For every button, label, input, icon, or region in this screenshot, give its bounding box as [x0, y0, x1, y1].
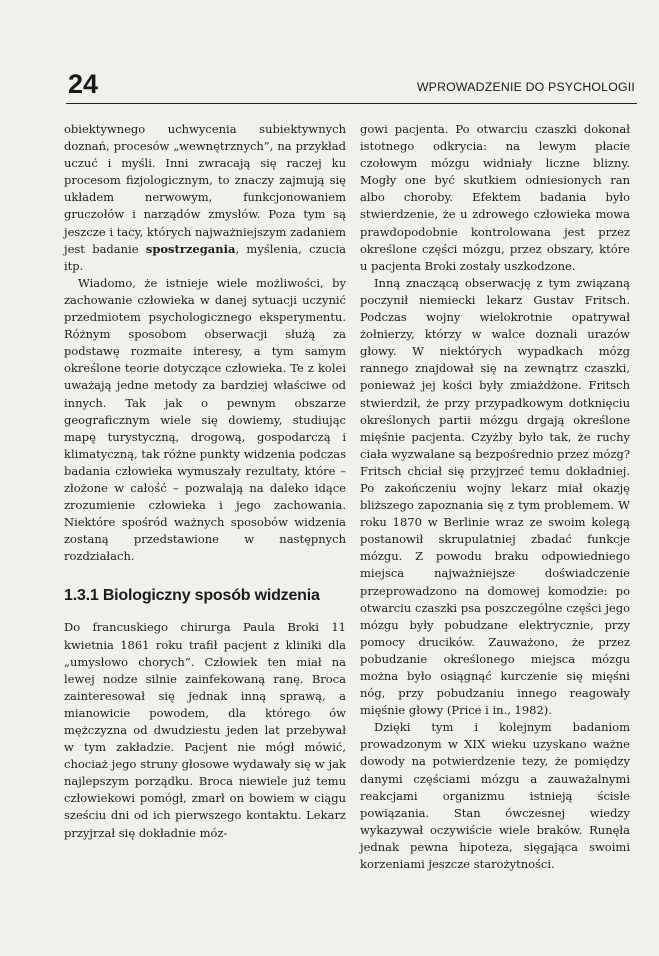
paragraph-continuation	[64, 121, 346, 275]
paragraph-ways-of-observation: Wiadomo, że istnieje wiele możliwości, by zachowanie człowieka w danej sytuacji uczynić przedmiotem psychologicznego eksperymentu. Różnym sposobom obserwacji służą za podstawę rozmaite interesy, a tym samym określone teorie dotyczące człowieka. Te z kolei uważają jedne metody za bardziej właściwe od innych. Tak jak o pewnym obszarze geograficznym wiele się dowiemy, studiując mapę turystyczną, drogową, gospodarczą i klimatyczną, tak różne punkty widzenia podczas badania człowieka wymuszały rezultaty, które – złożone w całość – pozwalają na daleko idące zrozumienie człowieka i jego zachowania. Niektóre spośród ważnych sposobów widzenia zostaną przedstawione w następnych rozdziałach.	[64, 275, 346, 564]
page-number: 24	[68, 69, 99, 99]
paragraph-text: obiektywnego uchwycenia subiektywnych doznań, procesów „wewnętrznych”, na przykład uczuć i myśli. Inni zwracają się raczej ku procesom fizjologicznym, to znaczy zajmują się układem nerwowym, funkcjonowaniem gruczołów i narządów zmysłów. Poza tym są jeszcze i tacy, których najważniejszym zadaniem jest badanie	[64, 122, 346, 256]
paragraph-broca-continued: gowi pacjenta. Po otwarciu czaszki dokonał istotnego odkrycia: na lewym płacie czołowym mózgu widniały liczne blizny. Mogły one być skutkiem odniesionych ran albo choroby. Efektem badania było stwierdzenie, że u zdrowego człowieka mowa prawdopodobnie kontrolowana jest przez określone części mózgu, przez obszary, które u pacjenta Broki zostały uszkodzone.	[360, 122, 630, 273]
right-column	[360, 121, 630, 873]
paragraph-broca: Do francuskiego chirurga Paula Broki 11 kwietnia 1861 roku trafił pacjent z kliniki dla „umysłowo chorych”. Człowiek ten miał na lewej nodze silnie zainfekowaną ranę. Broca zainteresował się jednak inną sprawą, a mianowicie powodem, dla którego ów mężczyzna od dwudziestu jeden lat przebywał w tym zakładzie. Pacjent nie mógł mówić, chociaż jego struny głosowe wydawały się w jak najlepszym porządku. Broca niewiele już temu człowiekowi pomógł, zmarł on bowiem w ciągu sześciu dni od ich pierwszego kontaktu. Lekarz przyjrzał się dokładnie móz-	[64, 620, 346, 840]
section-heading: 1.3.1 Biologiczny sposób widzenia	[64, 587, 320, 605]
paragraph-text-end: , myślenia, czucia itp.	[64, 241, 347, 273]
paragraph-fritsch: Inną znaczącą obserwację z tym związaną poczynił niemiecki lekarz Gustav Fritsch. Podczas wojny wielokrotnie opatrywał żołnierzy, którzy w walce doznali urazów głowy. W niektórych wypadkach mózg rannego znajdował się na zewnątrz czaszki, ponieważ jej kości były zmiażdżone. Fritsch stwierdził, że przy przypadkowym dotknięciu określonych partii mózgu drgają określone mięśnie pacjenta. Czyżby było tak, że ruchy ciała wyzwalane są bezpośrednio przez mózg? Fritsch chciał się przyjrzeć temu dokładniej. Po zakończeniu wojny lekarz miał okazję bliższego zapoznania się z tym problemem. W roku 1870 w Berlinie wraz ze swoim kolegą postanowił skrupulatniej zbadać funkcje mózgu. Z powodu braku odpowiedniego miejsca najważniejsze doświadczenie przeprowadzono na domowej komodzie: po otwarciu czaszki psa poszczególne części jego mózgu były pobudzane elektrycznie, przy pomocy drucików. Zauważono, że przez pobudzanie określonego miejsca mózgu można było osiągnąć kurczenie się mięśni nóg, przy pobudzaniu innego reagowały mięśnie głowy (Price i in., 1982).	[360, 275, 630, 718]
bold-term-spostrzegania: spostrzegania	[145, 241, 236, 256]
paragraph-nineteenth-century: Dzięki tym i kolejnym badaniom prowadzonym w XIX wieku uzyskano ważne dowody na potwierdzenie tezy, że pomiędzy danymi częściami mózgu a zauważalnymi reakcjami organizmu istnieją ścisłe powiązania. Stan ówczesnej wiedzy wykazywał oczywiście wiele braków. Runęła jednak pewna hipoteza, sięgająca swoimi korzeniami jeszcze starożytności.	[360, 720, 630, 872]
header-rule	[66, 103, 637, 104]
left-column	[64, 121, 346, 842]
running-title: WPROWADZENIE DO PSYCHOLOGII	[416, 80, 635, 94]
